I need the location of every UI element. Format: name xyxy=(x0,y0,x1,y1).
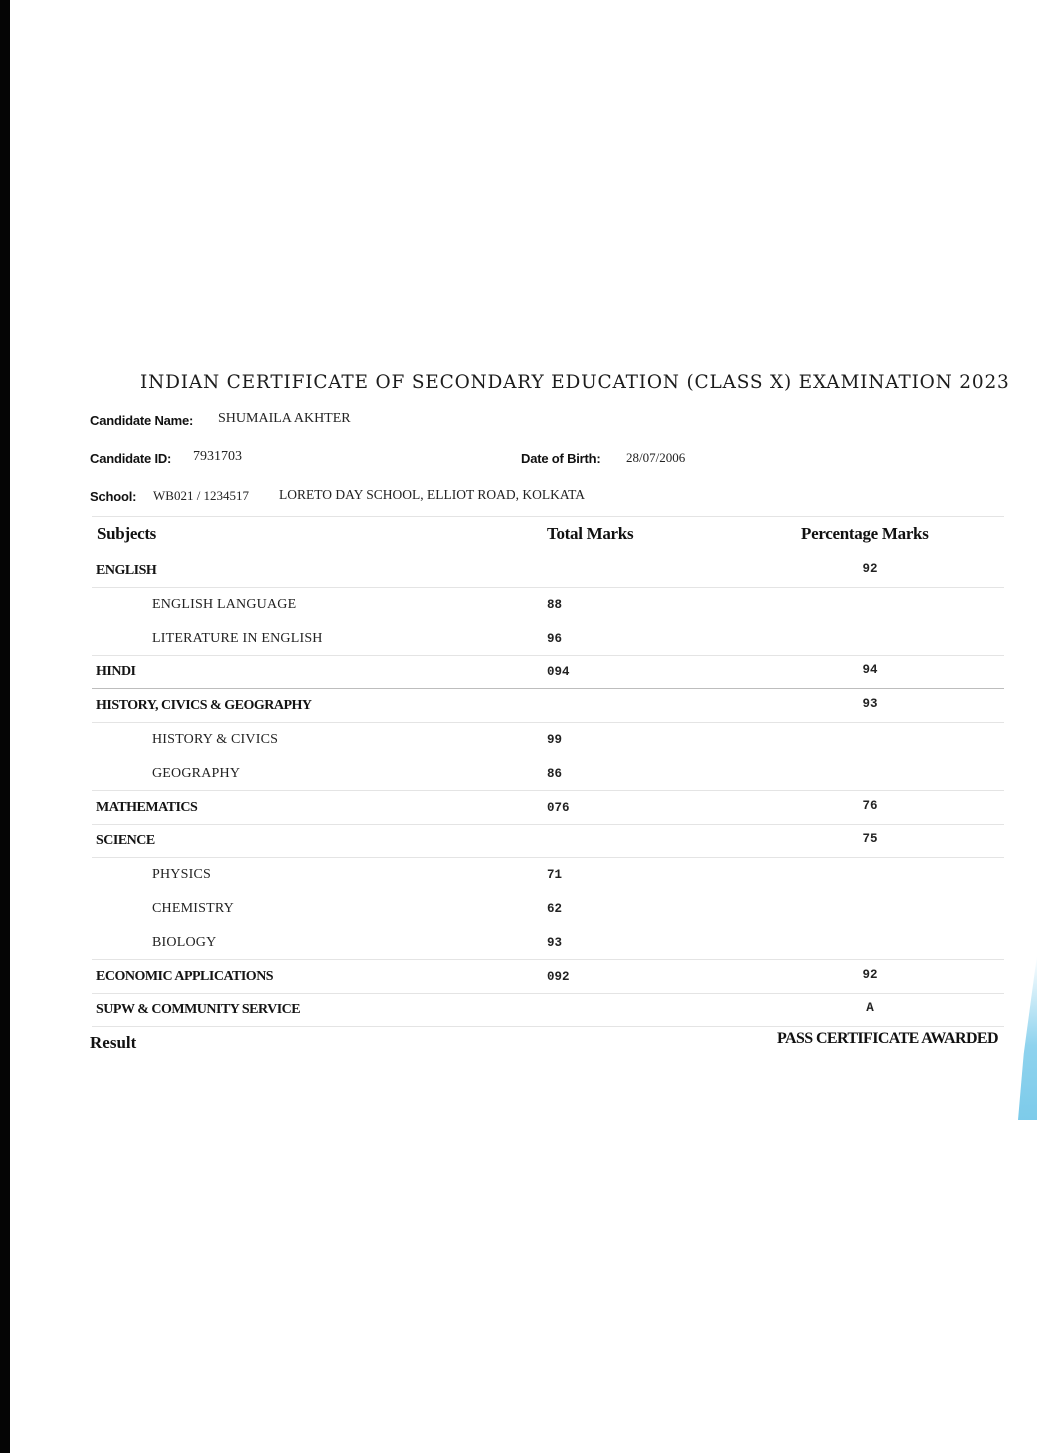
subject-name: HISTORY, CIVICS & GEOGRAPHY xyxy=(96,698,312,713)
row-divider xyxy=(92,959,1004,960)
row-divider xyxy=(92,857,1004,858)
scan-edge-left xyxy=(0,0,10,1453)
candidate-id-value: 7931703 xyxy=(193,449,242,464)
percentage-marks-cell: 92 xyxy=(862,562,878,576)
subject-name: BIOLOGY xyxy=(152,935,217,950)
document-title: INDIAN CERTIFICATE OF SECONDARY EDUCATION (CLASS X) EXAMINATION 2023 xyxy=(140,372,1010,393)
table-row xyxy=(0,831,1037,855)
percentage-marks-cell: 94 xyxy=(862,663,878,677)
total-marks-cell: 092 xyxy=(547,970,570,984)
school-code: WB021 / 1234517 xyxy=(153,488,250,503)
total-marks-cell: 88 xyxy=(547,598,563,612)
percentage-marks-cell: A xyxy=(866,1001,874,1015)
subject-name: ENGLISH xyxy=(96,563,157,578)
subject-name: ENGLISH LANGUAGE xyxy=(152,597,297,612)
subject-name: HISTORY & CIVICS xyxy=(152,732,279,747)
total-marks-cell: 86 xyxy=(547,767,563,781)
total-marks-cell: 094 xyxy=(547,665,570,679)
table-top-rule xyxy=(92,516,1004,517)
total-marks-cell: 62 xyxy=(547,902,563,916)
table-row xyxy=(0,730,1037,754)
row-divider xyxy=(92,722,1004,723)
subject-name: PHYSICS xyxy=(152,867,211,882)
table-row xyxy=(0,1000,1037,1024)
table-row xyxy=(0,595,1037,619)
subject-name: SCIENCE xyxy=(96,833,155,848)
table-row xyxy=(0,662,1037,686)
candidate-name-value: SHUMAILA AKHTER xyxy=(218,411,351,426)
subject-name: MATHEMATICS xyxy=(96,800,198,815)
percentage-marks-cell: 76 xyxy=(862,799,878,813)
percentage-marks-cell: 92 xyxy=(862,968,878,982)
percentage-marks-cell: 93 xyxy=(862,697,878,711)
dob-label: Date of Birth: xyxy=(521,451,601,466)
subject-name: CHEMISTRY xyxy=(152,901,234,916)
total-marks-cell: 71 xyxy=(547,868,563,882)
row-divider xyxy=(92,993,1004,994)
dob-value: 28/07/2006 xyxy=(626,450,686,465)
row-divider xyxy=(92,587,1004,588)
header-subjects: Subjects xyxy=(97,524,156,543)
percentage-marks-cell: 75 xyxy=(862,832,878,846)
subject-name: GEOGRAPHY xyxy=(152,766,241,781)
row-divider xyxy=(92,824,1004,825)
candidate-name-label: Candidate Name: xyxy=(90,413,194,428)
table-row xyxy=(0,629,1037,653)
row-divider xyxy=(92,655,1004,656)
result-value: PASS CERTIFICATE AWARDED xyxy=(777,1030,998,1047)
candidate-id-label: Candidate ID: xyxy=(90,451,172,466)
school-label: School: xyxy=(90,489,137,504)
table-row xyxy=(0,865,1037,889)
subject-name: HINDI xyxy=(96,664,136,679)
row-divider xyxy=(92,1026,1004,1027)
subject-name: SUPW & COMMUNITY SERVICE xyxy=(96,1002,301,1017)
school-name: LORETO DAY SCHOOL, ELLIOT ROAD, KOLKATA xyxy=(279,487,586,502)
subject-name: ECONOMIC APPLICATIONS xyxy=(96,969,274,984)
row-divider xyxy=(92,790,1004,791)
row-divider xyxy=(92,688,1004,689)
subject-name: LITERATURE IN ENGLISH xyxy=(152,631,323,646)
table-row xyxy=(0,561,1037,585)
table-row xyxy=(0,764,1037,788)
table-row xyxy=(0,933,1037,957)
total-marks-cell: 99 xyxy=(547,733,563,747)
result-label: Result xyxy=(90,1033,137,1052)
table-row xyxy=(0,798,1037,822)
header-total-marks: Total Marks xyxy=(547,524,634,543)
table-row xyxy=(0,696,1037,720)
total-marks-cell: 96 xyxy=(547,632,563,646)
table-row xyxy=(0,899,1037,923)
total-marks-cell: 076 xyxy=(547,801,570,815)
header-percentage-marks: Percentage Marks xyxy=(801,524,929,543)
total-marks-cell: 93 xyxy=(547,936,563,950)
table-row xyxy=(0,967,1037,991)
